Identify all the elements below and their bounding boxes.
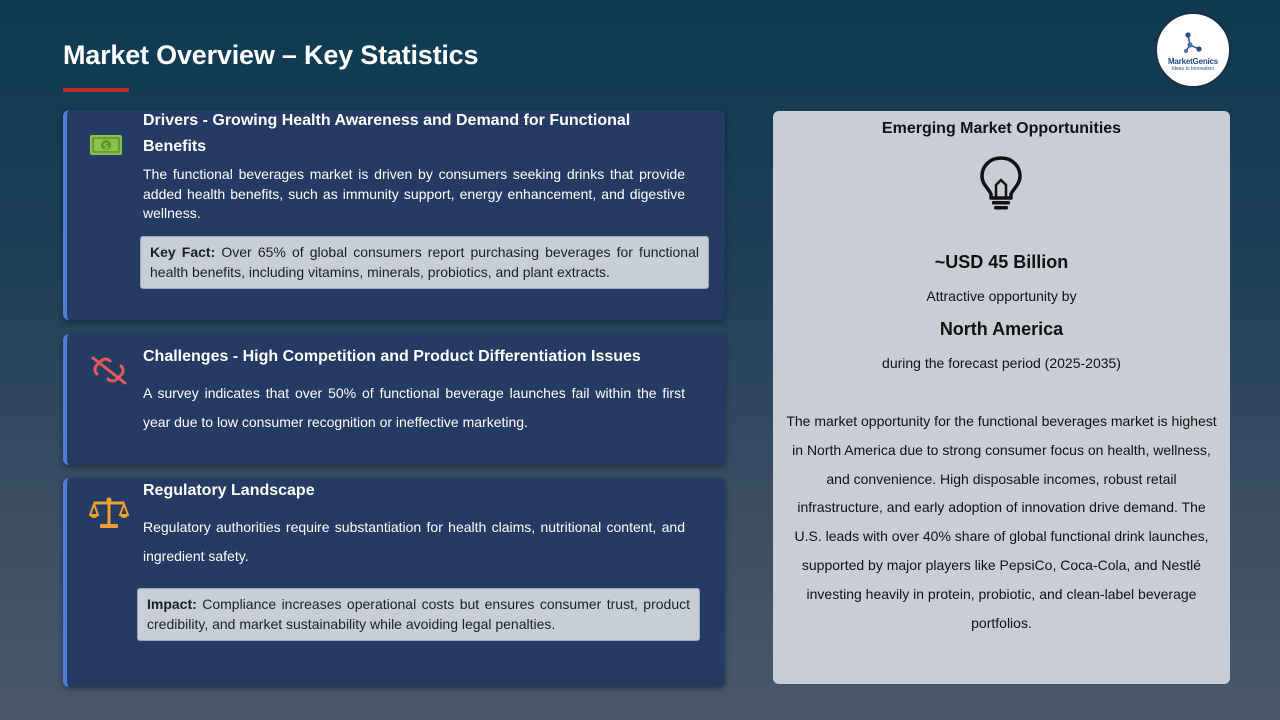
impact-label: Impact: [147, 596, 197, 612]
impact-box [137, 588, 700, 641]
drivers-card [63, 110, 725, 320]
money-bill-icon [89, 132, 123, 158]
logo-name: MarketGenics [1167, 56, 1219, 66]
page-title: Market Overview – Key Statistics [63, 40, 479, 70]
key-fact-box [140, 236, 709, 289]
challenges-heading: Challenges - High Competition and Product Differentiation Issues [143, 348, 641, 365]
opportunity-panel [773, 111, 1230, 684]
challenges-card [63, 334, 725, 465]
balance-scale-icon [89, 495, 129, 529]
opportunity-heading: Emerging Market Opportunities [881, 120, 1122, 137]
regulatory-body: Regulatory authorities require substantiation for health claims, nutritional content, and ingredient safety. [143, 519, 685, 564]
company-logo [1155, 12, 1231, 88]
key-fact-text: Over 65% of global consumers report purchasing beverages for functional health benefits, including vitamins, minerals, probiotics, and plant extracts. [150, 244, 699, 280]
challenges-body: A survey indicates that over 50% of functional beverage launches fail within the first year due to low consumer recognition or ineffective marketing. [143, 385, 685, 430]
opportunity-region: North America [939, 319, 1064, 339]
logo-network-icon [1182, 31, 1204, 55]
impact-text: Compliance increases operational costs but ensures consumer trust, product credibility, and market sustainability while avoiding legal penalties. [147, 596, 690, 632]
svg-text:$: $ [102, 142, 110, 152]
regulatory-card [63, 478, 725, 687]
lightbulb-icon [977, 155, 1025, 211]
logo-tagline: Ideas to Innovation [1171, 65, 1215, 72]
drivers-body: The functional beverages market is driven by consumers seeking drinks that provide added health benefits, such as immunity support, energy enhancement, and digestive wellness. [143, 166, 685, 221]
broken-link-icon [89, 354, 129, 386]
drivers-heading: Drivers - Growing Health Awareness and Demand for Functional Benefits [143, 112, 631, 155]
regulatory-heading: Regulatory Landscape [143, 482, 315, 499]
opportunity-value: ~USD 45 Billion [934, 252, 1069, 272]
forecast-period: during the forecast period (2025-2035) [882, 355, 1121, 371]
opportunity-description: The market opportunity for the functional beverages market is highest in North America due to strong consumer focus on health, wellness, and convenience. High disposable incomes, robust retail infrastructure, and early adoption of innovation drive demand. The U.S. leads with over 40% share of global functional drink launches, supported by major players like PepsiCo, Coca-Cola, and Nestlé investing heavily in protein, probiotic, and clean-label beverage portfolios. [786, 413, 1217, 631]
key-fact-label: Key Fact: [150, 244, 216, 260]
opportunity-subtitle: Attractive opportunity by [926, 288, 1077, 304]
title-underline [63, 88, 129, 92]
